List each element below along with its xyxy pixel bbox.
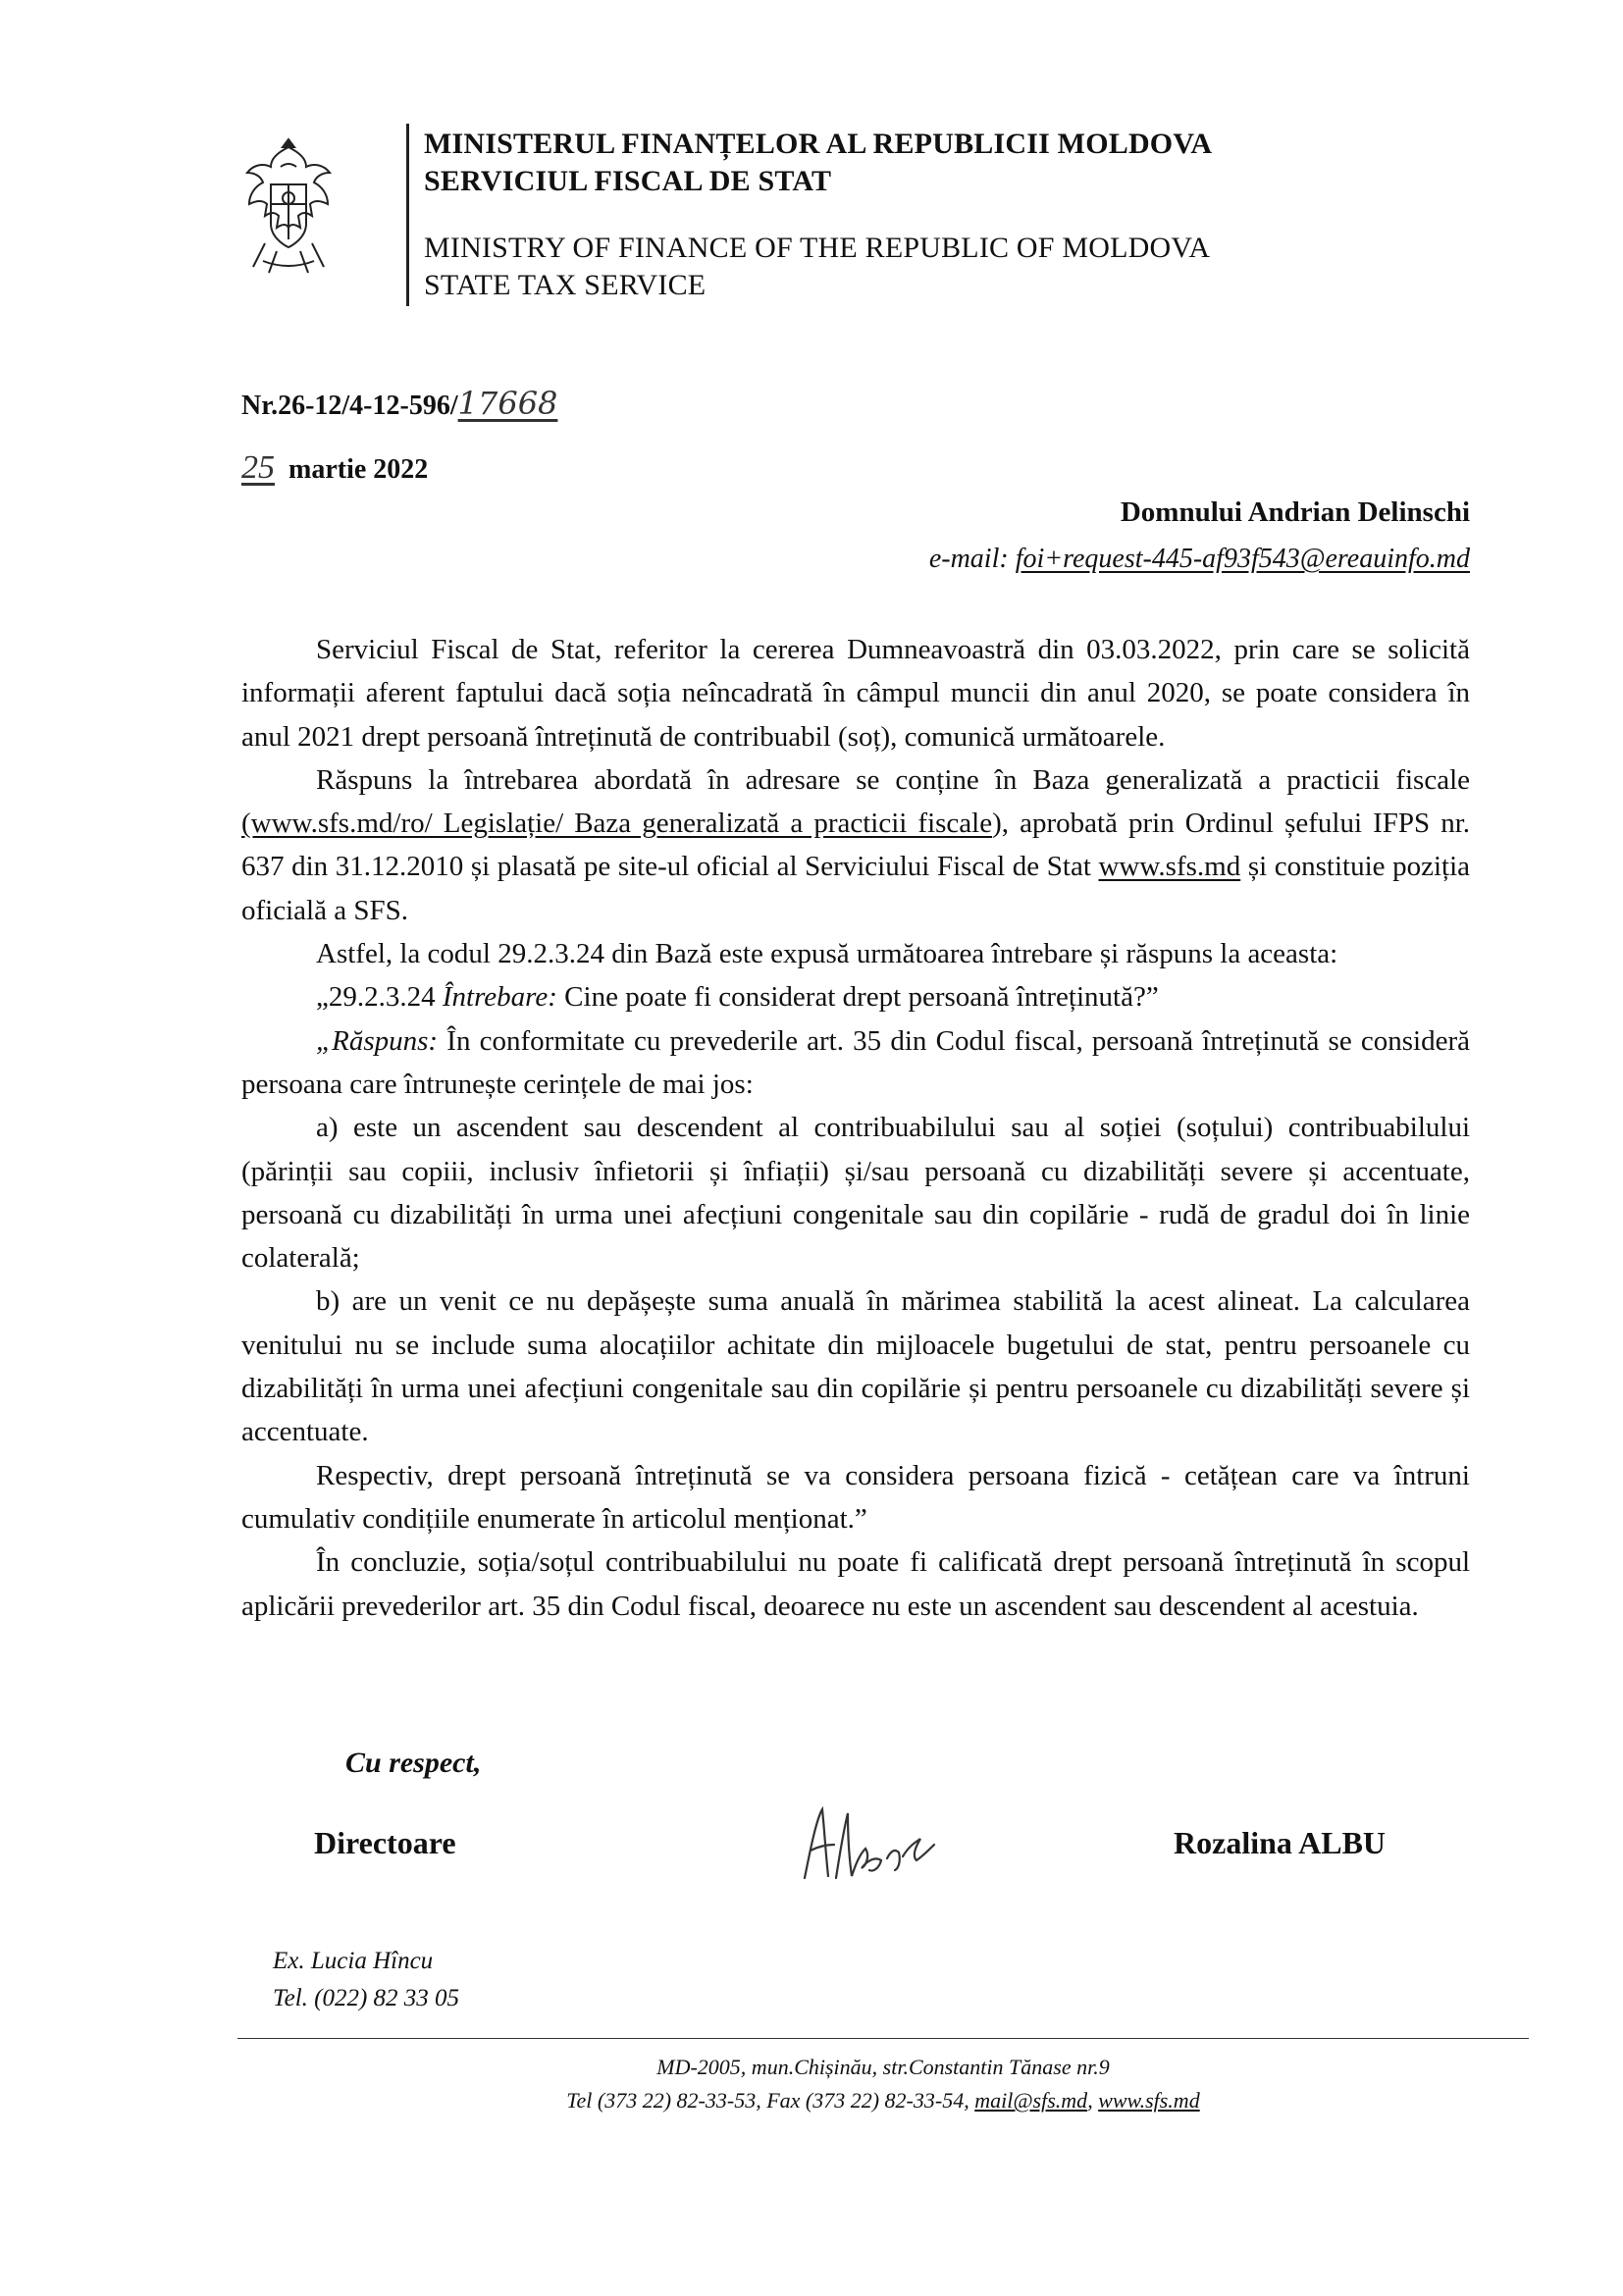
paragraph-answer: „Răspuns: În conformitate cu prevederile art. 35 din Codul fiscal, persoană întreținută se consideră persoana care întrunește cerințele de mai jos: xyxy=(241,1024,1471,1100)
paragraph-condition-a: a) este un ascendent sau descendent al contribuabilului sau al soției (soțului) contribuabilului (părinții sau copiii, inclusiv înfietorii și înfiații) și/sau persoană cu dizabilități severe și accentuate, persoană cu dizabilități în urma unei afecțiuni congenitale sau din copilărie - rudă de gradul doi în linie colaterală; xyxy=(241,1112,1470,1275)
paragraph-conclusion: În concluzie, soția/soțul contribuabilului nu poate fi calificată drept persoană întreținută în scopul aplicării prevederilor art. 35 din Codul fiscal, deoarece nu este un ascendent sau descendent al acestuia. xyxy=(241,1546,1470,1622)
executor-block xyxy=(273,1943,459,2017)
signer-name: Rozalina ALBU xyxy=(1174,1825,1387,1860)
document-date xyxy=(241,449,428,487)
signer-position: Directoare xyxy=(314,1825,456,1860)
footer-mail-link[interactable]: mail@sfs.md xyxy=(974,2088,1088,2113)
header-divider xyxy=(406,124,409,306)
reference-number-handwritten: 17668 xyxy=(457,385,558,422)
footer-site-link[interactable]: www.sfs.md xyxy=(1098,2088,1200,2113)
footer xyxy=(237,2051,1529,2117)
sfs-site-link[interactable]: www.sfs.md xyxy=(1098,851,1241,883)
footer-address: MD-2005, mun.Chișinău, str.Constantin Tănase nr.9 xyxy=(656,2055,1110,2079)
date-month-year: martie 2022 xyxy=(288,454,429,485)
date-day-handwritten: 25 xyxy=(241,449,275,486)
paragraph-reference-base: Răspuns la întrebarea abordată în adresare se conține în Baza generalizată a practicii fiscale (www.sfs.md/ro/ Legislație/ Baza generalizată a practicii fiscale), aprobată prin Ordinul șefului IFPS nr. 637 din 31.12.2010 și plasată pe site-ul oficial al Serviciului Fiscal de Stat www.sfs.md și constituie poziția oficială a SFS. xyxy=(241,763,1471,926)
handwritten-signature xyxy=(797,1800,944,1888)
paragraph-request: Serviciul Fiscal de Stat, referitor la cererea Dumneavoastră din 03.03.2022, prin care se solicită informații aferent faptului dacă soția neîncadrată în câmpul muncii din anul 2020, se poate considera în anul 2021 drept persoană întreținută de contribuabil (soț), comunică următoarele. xyxy=(241,634,1470,753)
reference-number xyxy=(241,385,557,422)
footer-divider xyxy=(237,2038,1529,2039)
letter-body xyxy=(241,628,1470,1628)
recipient-name: Domnului Andrian Delinschi xyxy=(1120,496,1470,528)
recipient-email-line xyxy=(929,544,1470,575)
practice-base-link[interactable]: (www.sfs.md/ro/ Legislație/ Baza generalizată a practicii fiscale xyxy=(241,808,993,840)
executor-phone: Tel. (022) 82 33 05 xyxy=(273,1985,460,2011)
ministry-name-ro: MINISTERUL FINANȚELOR AL REPUBLICII MOLDOVA xyxy=(424,128,1213,160)
recipient-email-link[interactable]: foi+request-445-af93f543@ereauinfo.md xyxy=(1015,544,1470,574)
coat-of-arms-icon xyxy=(241,133,336,279)
closing-salutation: Cu respect, xyxy=(345,1747,482,1779)
email-label: e-mail: xyxy=(928,544,1009,574)
paragraph-code-intro: Astfel, la codul 29.2.3.24 din Bază este expusă următoarea întrebare și răspuns la aceasta: xyxy=(316,938,1338,970)
ministry-name-en: MINISTRY OF FINANCE OF THE REPUBLIC OF MOLDOVA xyxy=(424,232,1211,264)
footer-contacts: Tel (373 22) 82-33-53, Fax (373 22) 82-33-54, mail@sfs.md, www.sfs.md xyxy=(566,2088,1200,2113)
service-name-en: STATE TAX SERVICE xyxy=(424,269,707,301)
executor-name: Ex. Lucia Hîncu xyxy=(273,1948,434,1974)
paragraph-question: „29.2.3.24 Întrebare: Cine poate fi considerat drept persoană întreținută?” xyxy=(316,981,1159,1014)
reference-number-printed: Nr.26-12/4-12-596/ xyxy=(241,391,458,421)
paragraph-condition-b: b) are un venit ce nu depășește suma anuală în mărimea stabilită la acest alineat. La calcularea venitului nu se include suma alocațiilor achitate din mijloacele bugetului de stat, pentru persoanele cu dizabilități în urma unei afecțiuni congenitale sau din copilărie și pentru persoanele cu dizabilități severe și accentuate. xyxy=(241,1285,1470,1448)
service-name-ro: SERVICIUL FISCAL DE STAT xyxy=(424,165,832,197)
paragraph-respectively: Respectiv, drept persoană întreținută se va considera persoana fizică - cetățean care va întruni cumulativ condițiile enumerate în articolul menționat.” xyxy=(241,1459,1470,1535)
